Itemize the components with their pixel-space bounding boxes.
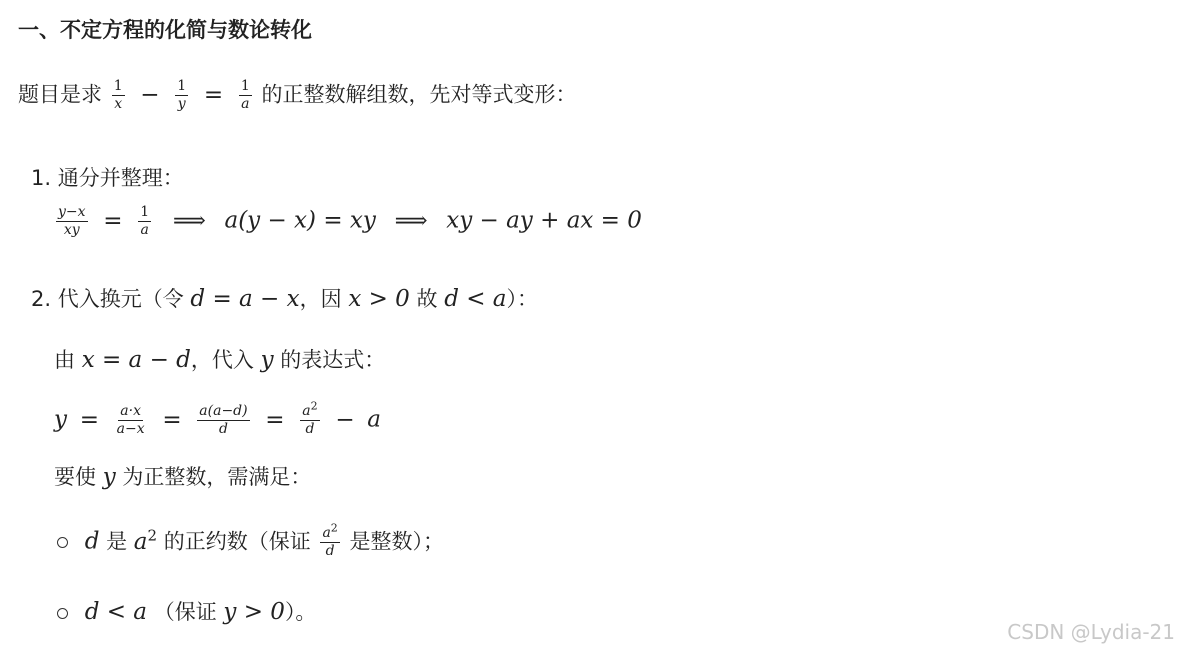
- fraction-a2-over-d-condition: $\frac{a^2}{d}$: [322, 521, 338, 559]
- step2-because: ，因: [299, 287, 342, 311]
- hollow-circle-bullet-icon: [57, 608, 68, 619]
- condition2-cond: y > 0: [223, 599, 285, 625]
- condition1-var: d: [84, 528, 100, 555]
- line3-var: y: [102, 464, 116, 490]
- condition1-text1: 是: [106, 529, 128, 554]
- line1-var: y: [260, 347, 274, 373]
- step2-label-prefix: 代入换元（令: [57, 287, 184, 311]
- fraction-ax-over-amx: $\frac{a\cdot x}{a-x}$: [116, 403, 145, 437]
- condition2-text1: （保证: [153, 600, 217, 624]
- section-heading: 一、不定方程的化简与数论转化: [18, 18, 312, 42]
- condition-item: d 是 $a^2$ 的正约数（保证 $\frac{a^2}{d}$ 是整数）；: [57, 526, 444, 559]
- fraction-a2-over-d: $\frac{a^2}{d}$: [302, 399, 318, 437]
- fraction-one-over-a: $\frac{1}{a}$: [240, 78, 250, 112]
- fraction-one-over-x: $\frac{1}{x}$: [113, 78, 123, 112]
- line3-prefix: 要使: [54, 465, 96, 489]
- fraction-one-over-y: $\frac{1}{y}$: [177, 78, 187, 112]
- condition1-text3: 是整数）；: [349, 529, 444, 554]
- condition-item: [57, 598, 316, 626]
- step2-label-suffix: ）：: [506, 287, 539, 311]
- step1-equation: $\frac{y-x}{xy}$ = $\frac{1}{a}$ ⟹ a(y − x) = xy ⟹ xy − ay + ax = 0: [58, 204, 642, 238]
- step1-eq-rhs1: a(y − x) = xy: [224, 207, 376, 234]
- line1-suffix: 的表达式：: [280, 348, 386, 372]
- condition2-text2: ）。: [284, 600, 317, 624]
- fraction-one-over-a-step1: $\frac{1}{a}$: [140, 204, 150, 238]
- intro-suffix: 的正整数解组数，先对等式变形：: [261, 82, 577, 107]
- line1-eq: x = a − d: [81, 347, 191, 373]
- intro-prefix: 题目是求: [18, 82, 102, 107]
- step2-therefore: 故: [416, 287, 438, 311]
- step2-y-expression: y = $\frac{a\cdot x}{a-x}$ = $\frac{a(a-d)}{d}$ = $\frac{a^2}{d}$ − a: [54, 399, 381, 437]
- fraction-ymx-over-xy: $\frac{y-x}{xy}$: [58, 204, 86, 238]
- step1-number: 1.: [31, 166, 52, 190]
- line1-prefix: 由: [54, 348, 75, 372]
- step2-cond: x > 0: [348, 286, 410, 312]
- step2-line3: [54, 463, 311, 491]
- line1-mid: ，代入: [190, 348, 254, 372]
- intro-line: 题目是求 $\frac{1}{x}$ − $\frac{1}{y}$ = $\frac{1}{a}$ 的正整数解组数，先对等式变形：: [18, 78, 577, 112]
- step2-label-line: [31, 285, 538, 313]
- step2-line1: [54, 346, 385, 374]
- fraction-aamd-over-d: $\frac{a(a-d)}{d}$: [199, 403, 248, 437]
- step1-label: 通分并整理：: [57, 166, 184, 190]
- step1-eq-rhs2: xy − ay + ax = 0: [446, 207, 642, 234]
- step2-number: 2.: [31, 287, 52, 311]
- line3-suffix: 为正整数，需满足：: [122, 465, 312, 489]
- step1-label-line: [31, 164, 184, 192]
- watermark: CSDN @Lydia-21: [1007, 620, 1175, 644]
- step2-result: d < a: [444, 286, 507, 312]
- hollow-circle-bullet-icon: [57, 537, 68, 548]
- condition1-text2: 的正约数（保证: [163, 529, 311, 554]
- step2-sub-eq: d = a − x: [190, 286, 300, 312]
- condition2-var: d < a: [84, 599, 148, 625]
